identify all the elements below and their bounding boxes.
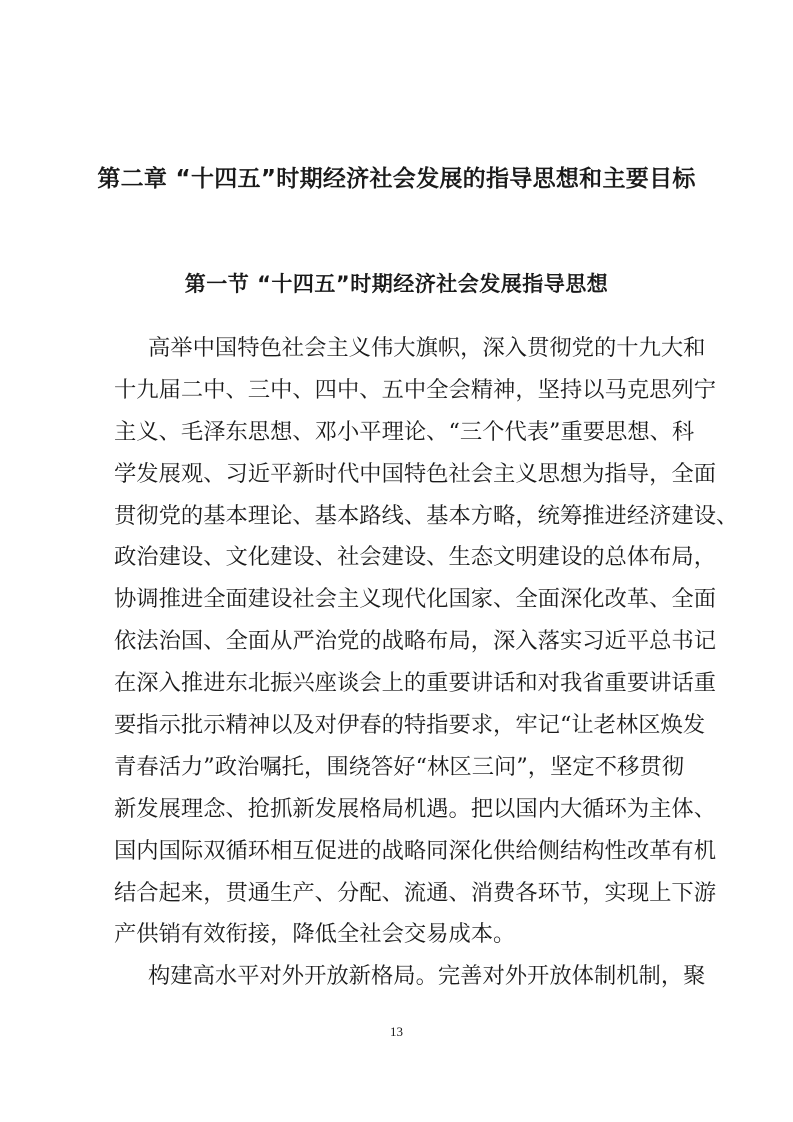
section-title: 第一节 “十四五”时期经济社会发展指导思想 (184, 272, 609, 296)
body-text (114, 328, 739, 998)
paragraph-1-line: 十九届二中、三中、四中、五中全会精神，坚持以马克思列宁 (114, 376, 717, 403)
paragraph-1-line: 结合起来，贯通生产、分配、流通、消费各环节，实现上下游 (114, 879, 717, 906)
paragraph-1-line: 依法治国、全面从严治党的战略布局，深入落实习近平总书记 (114, 628, 717, 655)
paragraph-1-line: 在深入推进东北振兴座谈会上的重要讲话和对我省重要讲话重 (114, 670, 717, 697)
paragraph-1-line: 政治建设、文化建设、社会建设、生态文明建设的总体布局， (114, 544, 717, 571)
paragraph-1-line: 主义、毛泽东思想、邓小平理论、“三个代表”重要思想、科 (114, 418, 695, 445)
paragraph-2-line: 构建高水平对外开放新格局。完善对外开放体制机制，聚 (148, 963, 706, 990)
paragraph-1-line: 青春活力”政治嘱托，围绕答好“林区三问”，坚定不移贯彻 (114, 753, 684, 780)
paragraph-1-line: 贯彻党的基本理论、基本路线、基本方略，统筹推进经济建设、 (114, 502, 739, 529)
paragraph-1-line: 产供销有效衔接，降低全社会交易成本。 (114, 921, 516, 948)
chapter-title: 第二章 “十四五”时期经济社会发展的指导思想和主要目标 (97, 166, 696, 192)
paragraph-1-line: 要指示批示精神以及对伊春的特指要求，牢记“让老林区焕发 (114, 712, 706, 739)
paragraph-1-line: 学发展观、习近平新时代中国特色社会主义思想为指导，全面 (114, 460, 717, 487)
paragraph-1-line: 高举中国特色社会主义伟大旗帜，深入贯彻党的十九大和 (148, 335, 706, 361)
paragraph-1-line: 国内国际双循环相互促进的战略同深化供给侧结构性改革有机 (114, 837, 717, 864)
page-number: 13 (390, 1024, 403, 1039)
paragraph-1-line: 协调推进全面建设社会主义现代化国家、全面深化改革、全面 (114, 586, 717, 613)
paragraph-1-line: 新发展理念、抢抓新发展格局机遇。把以国内大循环为主体、 (114, 795, 717, 822)
